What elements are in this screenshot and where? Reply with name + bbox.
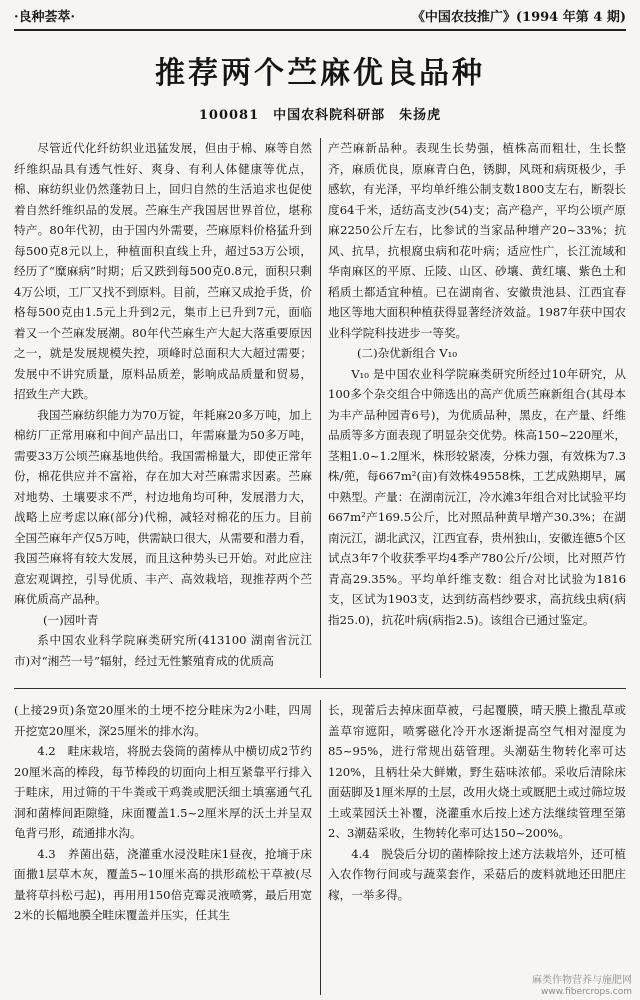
paragraph: V₁₀ 是中国农业科学院麻类研究所经过10年研究，从100多个杂交组合中筛选出的高产优质苎麻新组合(其母本为丰产品种园青6号)，为优质品种，黑皮，在产量、纤维品质等多方面表现了明显杂交优势。株高150~220厘米，茎粗1.0~1.2厘米，株形较紧凑，分株力强，有效株为7.3株/蔸，每667m²(亩)有效株49558株，工艺成熟期早，属中熟型。产量：在湖南沅江，冷水滩3年组合对比试验平均667m²产169.5公斤，比对照品种黄早增产30.3%；在湖南沅江，湖北武汉，江西宜春，贵州独山，安徽连德5个区试点3年7个收获季平均4季产780公斤/公顷，比对照芦竹青高29.35%。平均单纤维支数：组合对比试验为1816支，区试为1903支，达到纺高档纱要求，高抗线虫病(病指25.0)，抗花叶病(病指2.5)。该组合已通过鉴定。 <box>328 366 626 627</box>
column-right-top <box>328 138 626 630</box>
section-heading: (二)杂优新组合 V₁₀ <box>357 346 457 360</box>
column-left-bottom <box>14 700 312 926</box>
paragraph: 4.3 养菌出菇，浇灌重水浸没畦床1昼夜，抢墒于床面撒1层草木灰，覆盖5~10厘米高的拱形疏松干草被(尽量将草抖松弓起)，再用用150倍克霉灵液喷雾，最后用宽2米的长幅地膜全畦床覆盖并压实，任其生 <box>14 846 312 922</box>
article-title: 推荐两个苎麻优良品种 <box>155 56 485 91</box>
watermark-title: 麻类作物营养与施肥网 <box>532 975 632 986</box>
paragraph: 我国苎麻纺织能力为70万锭，年耗麻20多万吨，加上棉纺厂正常用麻和中间产品出口，年需麻量为50多万吨，需要33万公顷苎麻基地供给。我国需棉量大，即使正常年份，棉花供应并不富裕，存在加大对苎麻需求因素。苎麻对地势、土壤要求不严，村边地角均可种，发展潜力大，战略上应考虑以麻(部分)代棉，减轻对棉花的压力。目前全国苎麻年产仅5万吨，供需缺口很大，从需要和潜力看，我国苎麻将有较大发展，而且这种势头已开始。对此应注意宏观调控，引导优质、丰产、高效栽培，现推荐两个苎麻优质高产品种。 <box>14 407 312 606</box>
paragraph: 产苎麻新品种。表现生长势强，植株高而粗壮，生长整齐，麻质优良，原麻青白色，锈脚，风斑和病斑极少，手感软，有光泽，平均单纤维公制支数1800支左右，断裂长度64千米，适纺高支沙(54)支；高产稳产，平均公顷产原麻2250公斤左右，比参试的当家品种增产20~33%；抗风、抗旱，抗根腐虫病和花叶病；适应性广，长江流域和华南麻区的平原、丘陵、山区、砂壤、黄红壤、紫色土和稻质土都适宜种植。已在湖南省、安徽贵池县、江西宜春地区等地大面积种植获得显著经济效益。1987年获中国农业科学院科技进步一等奖。 <box>328 141 626 340</box>
column-divider <box>320 700 321 995</box>
header-rule <box>14 29 626 31</box>
paragraph: (上接29页)条宽20厘米的土埂不挖分畦床为2小畦，四周开挖宽20厘米，深25厘米的排水沟。 <box>14 703 312 738</box>
section-heading: (一)园叶青 <box>43 612 99 627</box>
section-separator <box>14 688 626 689</box>
watermark-url: www.fibercrops.com <box>541 987 632 997</box>
article-byline: 100081 中国农科院科研部 朱扬虎 <box>198 108 442 123</box>
paragraph: 4.4 脱袋后分切的菌棒除按上述方法栽培外，还可植入农作物行间或与蔬菜套作，采菇后的废料就地还田肥庄稼，一举多得。 <box>328 846 626 902</box>
column-divider <box>320 138 321 678</box>
section-label: ·良种荟萃· <box>14 10 76 25</box>
paragraph: 尽管近代化纤纺织业迅猛发展，但由于棉、麻等自然纤维织品具有透气性好、爽身、有利人体健康等优点，棉、麻纺织业仍然蓬勃日上，回归自然的生活追求也促使着自然纤维织品的发展。苎麻生产我国居世界首位，堪称特产。80年代初，由于国内外需要，苎麻原料价格猛升到每500克8元以上，种植面积直线上升，超过53万公顷，经历了“糜麻病”时期；后又跌到每500克0.8元，面积只剩4万公顷，工厂又找不到原料。目前，苎麻又成抢手货，价格每500克由1.5元上升到2元，集市上已升到7元，面临着又一个苎麻发展潮。80年代苎麻生产大起大落重要原因之一，就是发展规模失控，项峰时总面积大大超过需要；发展中不讲究质量，原料品质差，影响成品质量和贸易，招致生产大跌。 <box>14 141 312 401</box>
paragraph: 长，现蕾后去掉床面草被，弓起覆膜，晴天膜上撒乱草或盖草帘遮阳，喷雾磁化冷开水逐渐提高空气相对湿度为85~95%，进行常规出菇管理。头潮菇生物转化率可达120%，且柄壮朵大鲜嫩，野生菇味浓郁。采收后清除床面菇脚及1厘米厚的土层，改用火烧土或厩肥土或过筛垃圾土或菜园沃土补覆，浇灌重水后按上述方法继续管理至第2、3潮菇采收，生物转化率可达150~200%。 <box>328 703 626 840</box>
paragraph: 系中国农业科学院麻类研究所(413100 湖南省沅江市)对“湘苎一号”辐射，经过无性繁殖育成的优质高 <box>14 633 312 668</box>
journal-info: 《中国农技推广》(1994 年第 4 期) <box>411 10 626 25</box>
column-right-bottom <box>328 700 626 905</box>
column-left-top <box>14 138 312 671</box>
paragraph: 4.2 畦床栽培，将脱去袋筒的菌棒从中横切成2节约20厘米高的棒段，每节棒段的切面向上相互紧靠平行排入于畦床，用过筛的干牛粪或干鸡粪或肥沃细土填塞通气孔洞和菌棒间距隙缝，床面覆盖1.5~2厘米厚的沃土并呈双龟背弓形，疏通排水沟。 <box>14 744 312 840</box>
page-header <box>14 6 626 26</box>
